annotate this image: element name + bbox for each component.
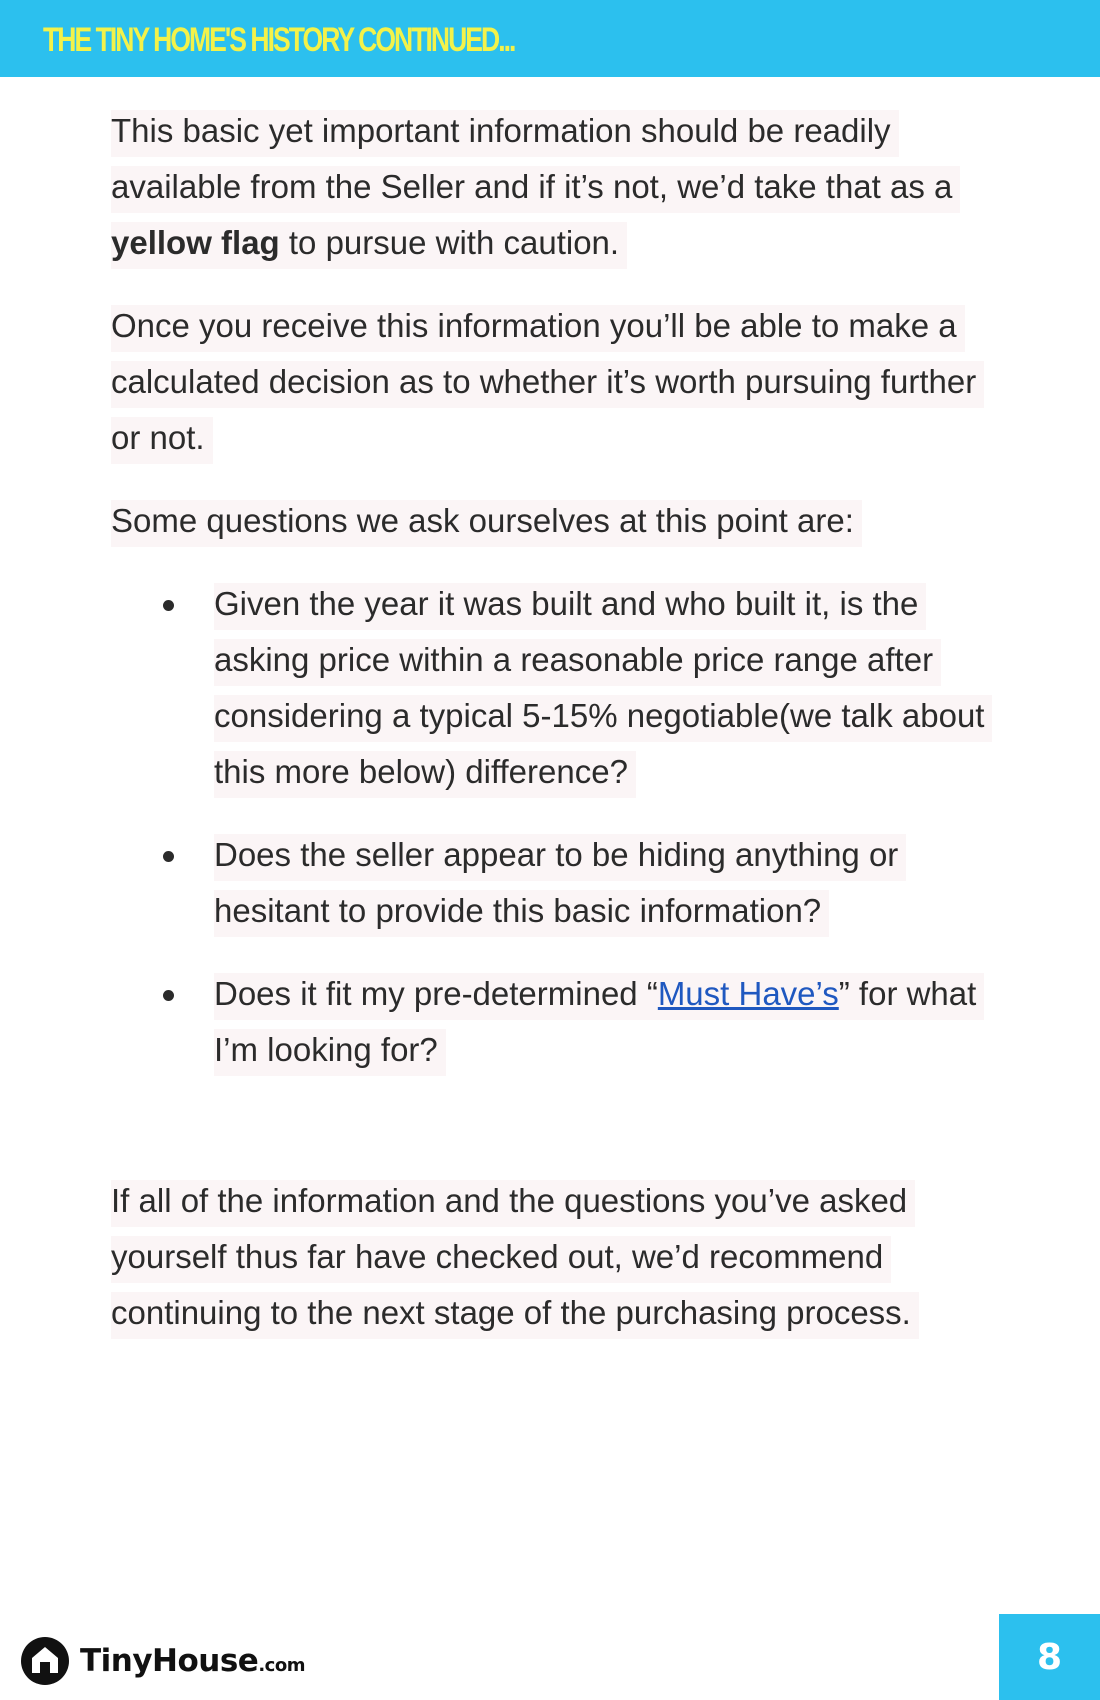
list-item (111, 576, 1011, 800)
paragraph-text: to pursue with caution. (279, 224, 620, 261)
bullet-icon (163, 851, 174, 862)
bullet-icon (163, 990, 174, 1001)
questions-list (111, 576, 1011, 1078)
list-item (111, 966, 1011, 1078)
list-item-text: Given the year it was built and who built it, is the asking price within a reasonable price range after considering a typical 5-15% negotiable(we talk about this more below) difference? (214, 583, 992, 798)
yellow-flag-emphasis: yellow flag (111, 224, 280, 261)
list-item-text: Does it fit my pre-determined “ (214, 975, 658, 1012)
paragraph-recommendation (111, 1173, 1011, 1341)
list-item-text: Does the seller appear to be hiding anything or hesitant to provide this basic information? (214, 834, 906, 937)
list-item (111, 827, 1011, 939)
bullet-icon (163, 600, 174, 611)
paragraph-yellow-flag (111, 103, 1011, 271)
paragraph-text: If all of the information and the questions you’ve asked yourself thus far have checked out, we’d recommend continuing to the next stage of the purchasing process. (111, 1180, 919, 1339)
logo-suffix: .com (258, 1655, 305, 1676)
list-item-text: ” for what I’m looking for? (214, 975, 977, 1068)
page-content (111, 103, 1011, 1368)
logo-name: TinyHouse (80, 1643, 259, 1679)
house-icon (20, 1636, 70, 1686)
logo-text (80, 1643, 305, 1679)
paragraph-calculated-decision (111, 298, 1011, 466)
paragraph-questions-intro (111, 493, 1011, 549)
page-number-badge (999, 1614, 1100, 1700)
header-bar (0, 0, 1100, 77)
paragraph-text: Once you receive this information you’ll be able to make a calculated decision as to whether it’s worth pursuing further or not. (111, 305, 984, 464)
paragraph-highlight (111, 110, 960, 269)
page-number: 8 (1036, 1636, 1063, 1678)
spacer (111, 1105, 1011, 1173)
page-header-title: THE TINY HOME'S HISTORY CONTINUED... (43, 21, 515, 59)
must-haves-link[interactable]: Must Have’s (657, 975, 839, 1012)
list-item-highlight (214, 973, 984, 1076)
tinyhouse-logo (20, 1633, 305, 1689)
paragraph-text: This basic yet important information should be readily available from the Seller and if it’s not, we’d take that as a (111, 112, 953, 205)
paragraph-text: Some questions we ask ourselves at this point are: (111, 500, 862, 547)
